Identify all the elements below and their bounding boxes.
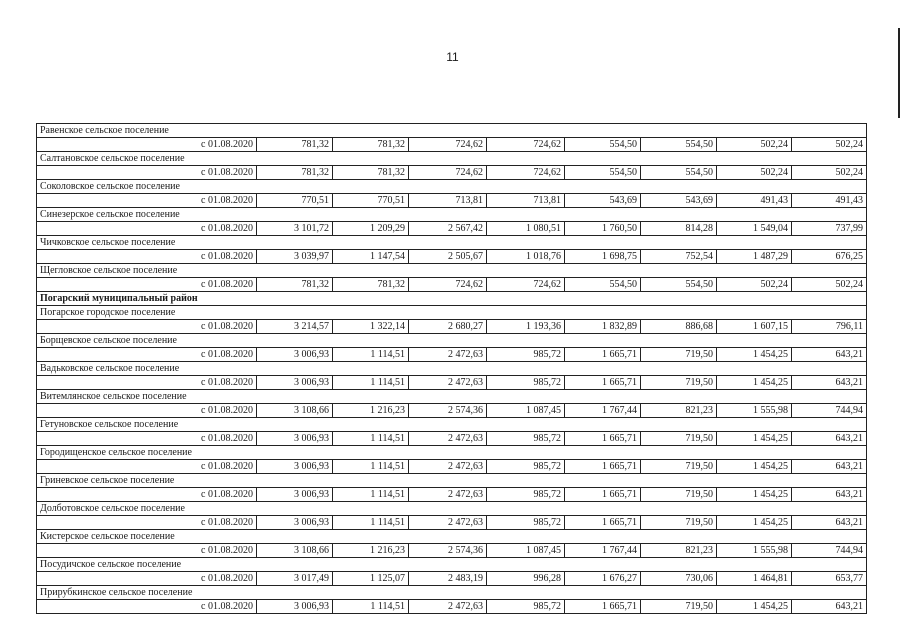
settlement-name: Борщевское сельское поселение	[37, 334, 867, 348]
tariff-value: 3 108,66	[257, 404, 333, 418]
effective-date: с 01.08.2020	[37, 404, 257, 418]
tariff-value: 1 549,04	[717, 222, 792, 236]
tariff-value: 3 039,97	[257, 250, 333, 264]
settlement-name: Городищенское сельское поселение	[37, 446, 867, 460]
tariff-value: 719,50	[641, 488, 717, 502]
tariff-value: 1 454,25	[717, 376, 792, 390]
effective-date: с 01.08.2020	[37, 250, 257, 264]
tariff-value: 502,24	[792, 138, 867, 152]
settlement-name: Гриневское сельское поселение	[37, 474, 867, 488]
tariff-row	[37, 222, 867, 236]
tariff-value: 713,81	[409, 194, 487, 208]
settlement-name-row	[37, 362, 867, 376]
tariff-value: 1 665,71	[565, 460, 641, 474]
tariff-value: 781,32	[257, 166, 333, 180]
tariff-value: 1 698,75	[565, 250, 641, 264]
tariff-value: 719,50	[641, 460, 717, 474]
tariff-value: 554,50	[565, 166, 641, 180]
tariff-row	[37, 460, 867, 474]
tariff-row	[37, 348, 867, 362]
effective-date: с 01.08.2020	[37, 432, 257, 446]
district-name-row	[37, 292, 867, 306]
settlement-name-row	[37, 152, 867, 166]
tariff-value: 1 832,89	[565, 320, 641, 334]
tariff-row	[37, 572, 867, 586]
settlement-name: Щегловское сельское поселение	[37, 264, 867, 278]
tariff-value: 1 114,51	[333, 516, 409, 530]
settlement-name: Погарское городское поселение	[37, 306, 867, 320]
tariff-value: 502,24	[792, 278, 867, 292]
tariff-value: 554,50	[565, 278, 641, 292]
tariff-value: 3 108,66	[257, 544, 333, 558]
tariff-value: 643,21	[792, 516, 867, 530]
tariff-row	[37, 488, 867, 502]
tariff-row	[37, 516, 867, 530]
tariff-value: 1 454,25	[717, 460, 792, 474]
tariff-value: 1 555,98	[717, 544, 792, 558]
tariff-value: 996,28	[487, 572, 565, 586]
settlement-name-row	[37, 446, 867, 460]
tariff-row	[37, 250, 867, 264]
margin-rule	[898, 28, 900, 118]
tariff-row	[37, 194, 867, 208]
tariff-value: 1 454,25	[717, 516, 792, 530]
district-name: Погарский муниципальный район	[37, 292, 867, 306]
tariff-value: 1 665,71	[565, 600, 641, 614]
tariff-value: 781,32	[333, 166, 409, 180]
settlement-name-row	[37, 586, 867, 600]
settlement-name-row	[37, 236, 867, 250]
settlement-name-row	[37, 418, 867, 432]
settlement-name: Чичковское сельское поселение	[37, 236, 867, 250]
tariff-value: 2 680,27	[409, 320, 487, 334]
tariff-value: 1 665,71	[565, 516, 641, 530]
tariff-row	[37, 376, 867, 390]
tariff-value: 1 665,71	[565, 432, 641, 446]
tariff-value: 554,50	[565, 138, 641, 152]
tariff-value: 821,23	[641, 404, 717, 418]
tariff-value: 1 322,14	[333, 320, 409, 334]
tariff-value: 2 472,63	[409, 348, 487, 362]
effective-date: с 01.08.2020	[37, 138, 257, 152]
tariff-value: 886,68	[641, 320, 717, 334]
tariff-value: 3 006,93	[257, 516, 333, 530]
tariff-row	[37, 404, 867, 418]
settlement-name-row	[37, 558, 867, 572]
tariff-value: 2 483,19	[409, 572, 487, 586]
tariff-value: 653,77	[792, 572, 867, 586]
tariff-value: 821,23	[641, 544, 717, 558]
tariff-value: 719,50	[641, 348, 717, 362]
tariff-value: 1 193,36	[487, 320, 565, 334]
tariff-value: 781,32	[333, 278, 409, 292]
tariff-value: 1 665,71	[565, 376, 641, 390]
settlement-name-row	[37, 180, 867, 194]
tariff-value: 1 114,51	[333, 600, 409, 614]
effective-date: с 01.08.2020	[37, 488, 257, 502]
tariff-value: 1 087,45	[487, 404, 565, 418]
effective-date: с 01.08.2020	[37, 544, 257, 558]
tariff-value: 643,21	[792, 348, 867, 362]
tariff-value: 724,62	[409, 278, 487, 292]
tariff-value: 985,72	[487, 460, 565, 474]
tariff-value: 2 574,36	[409, 544, 487, 558]
tariff-value: 1 464,81	[717, 572, 792, 586]
tariff-value: 724,62	[487, 138, 565, 152]
tariff-value: 724,62	[487, 166, 565, 180]
tariff-value: 737,99	[792, 222, 867, 236]
tariff-value: 643,21	[792, 376, 867, 390]
tariff-value: 2 472,63	[409, 600, 487, 614]
tariff-value: 985,72	[487, 348, 565, 362]
tariff-value: 643,21	[792, 460, 867, 474]
tariff-value: 491,43	[717, 194, 792, 208]
tariff-row	[37, 432, 867, 446]
tariff-value: 2 472,63	[409, 376, 487, 390]
effective-date: с 01.08.2020	[37, 460, 257, 474]
tariff-row	[37, 278, 867, 292]
tariff-value: 985,72	[487, 516, 565, 530]
tariff-value: 1 454,25	[717, 348, 792, 362]
tariff-value: 744,94	[792, 404, 867, 418]
tariff-value: 1 114,51	[333, 460, 409, 474]
tariff-value: 643,21	[792, 488, 867, 502]
tariff-table-body	[37, 124, 867, 614]
tariff-value: 1 454,25	[717, 600, 792, 614]
tariff-value: 554,50	[641, 278, 717, 292]
settlement-name: Долботовское сельское поселение	[37, 502, 867, 516]
tariff-value: 2 574,36	[409, 404, 487, 418]
tariff-value: 2 472,63	[409, 516, 487, 530]
tariff-value: 502,24	[717, 166, 792, 180]
tariff-value: 1 125,07	[333, 572, 409, 586]
settlement-name: Посудичское сельское поселение	[37, 558, 867, 572]
settlement-name: Витемлянское сельское поселение	[37, 390, 867, 404]
settlement-name-row	[37, 264, 867, 278]
tariff-value: 719,50	[641, 516, 717, 530]
tariff-value: 3 006,93	[257, 600, 333, 614]
effective-date: с 01.08.2020	[37, 320, 257, 334]
tariff-row	[37, 166, 867, 180]
tariff-value: 3 006,93	[257, 488, 333, 502]
tariff-row	[37, 138, 867, 152]
tariff-value: 3 006,93	[257, 460, 333, 474]
effective-date: с 01.08.2020	[37, 600, 257, 614]
settlement-name: Гетуновское сельское поселение	[37, 418, 867, 432]
tariff-value: 1 216,23	[333, 544, 409, 558]
tariff-value: 1 209,29	[333, 222, 409, 236]
tariff-value: 1 454,25	[717, 432, 792, 446]
tariff-value: 1 080,51	[487, 222, 565, 236]
settlement-name-row	[37, 306, 867, 320]
settlement-name: Кистерское сельское поселение	[37, 530, 867, 544]
tariff-value: 1 216,23	[333, 404, 409, 418]
tariff-value: 2 472,63	[409, 488, 487, 502]
tariff-value: 1 676,27	[565, 572, 641, 586]
tariff-row	[37, 544, 867, 558]
tariff-value: 502,24	[717, 278, 792, 292]
tariff-value: 3 006,93	[257, 348, 333, 362]
effective-date: с 01.08.2020	[37, 516, 257, 530]
tariff-value: 2 472,63	[409, 460, 487, 474]
tariff-value: 3 214,57	[257, 320, 333, 334]
tariff-value: 730,06	[641, 572, 717, 586]
tariff-value: 724,62	[409, 166, 487, 180]
tariff-value: 724,62	[409, 138, 487, 152]
tariff-value: 1 487,29	[717, 250, 792, 264]
settlement-name-row	[37, 208, 867, 222]
effective-date: с 01.08.2020	[37, 166, 257, 180]
tariff-value: 752,54	[641, 250, 717, 264]
settlement-name-row	[37, 530, 867, 544]
settlement-name-row	[37, 474, 867, 488]
effective-date: с 01.08.2020	[37, 572, 257, 586]
settlement-name: Прирубкинское сельское поселение	[37, 586, 867, 600]
tariff-value: 814,28	[641, 222, 717, 236]
effective-date: с 01.08.2020	[37, 194, 257, 208]
settlement-name-row	[37, 334, 867, 348]
tariff-value: 643,21	[792, 600, 867, 614]
tariff-value: 1 665,71	[565, 348, 641, 362]
effective-date: с 01.08.2020	[37, 222, 257, 236]
tariff-value: 643,21	[792, 432, 867, 446]
effective-date: с 01.08.2020	[37, 348, 257, 362]
tariff-row	[37, 320, 867, 334]
tariff-value: 744,94	[792, 544, 867, 558]
settlement-name: Соколовское сельское поселение	[37, 180, 867, 194]
tariff-value: 1 114,51	[333, 432, 409, 446]
tariff-value: 543,69	[641, 194, 717, 208]
tariff-value: 1 767,44	[565, 544, 641, 558]
settlement-name: Салтановское сельское поселение	[37, 152, 867, 166]
settlement-name: Равенское сельское поселение	[37, 124, 867, 138]
effective-date: с 01.08.2020	[37, 278, 257, 292]
tariff-value: 1 454,25	[717, 488, 792, 502]
tariff-value: 502,24	[717, 138, 792, 152]
tariff-value: 1 767,44	[565, 404, 641, 418]
tariff-value: 2 567,42	[409, 222, 487, 236]
tariff-value: 3 101,72	[257, 222, 333, 236]
tariff-row	[37, 600, 867, 614]
tariff-value: 543,69	[565, 194, 641, 208]
effective-date: с 01.08.2020	[37, 376, 257, 390]
tariff-value: 781,32	[257, 138, 333, 152]
tariff-value: 796,11	[792, 320, 867, 334]
page-number: 11	[446, 50, 459, 64]
tariff-value: 2 505,67	[409, 250, 487, 264]
tariff-value: 676,25	[792, 250, 867, 264]
tariff-value: 985,72	[487, 600, 565, 614]
tariff-value: 1 114,51	[333, 348, 409, 362]
tariff-value: 985,72	[487, 432, 565, 446]
tariff-value: 502,24	[792, 166, 867, 180]
settlement-name: Вадьковское сельское поселение	[37, 362, 867, 376]
tariff-value: 719,50	[641, 600, 717, 614]
tariff-value: 719,50	[641, 432, 717, 446]
tariff-value: 554,50	[641, 166, 717, 180]
tariff-value: 554,50	[641, 138, 717, 152]
tariff-value: 985,72	[487, 488, 565, 502]
tariff-table	[36, 123, 867, 614]
tariff-value: 3 017,49	[257, 572, 333, 586]
tariff-value: 1 018,76	[487, 250, 565, 264]
tariff-value: 1 114,51	[333, 488, 409, 502]
settlement-name-row	[37, 124, 867, 138]
tariff-value: 3 006,93	[257, 432, 333, 446]
tariff-value: 781,32	[333, 138, 409, 152]
settlement-name: Синезерское сельское поселение	[37, 208, 867, 222]
tariff-value: 770,51	[333, 194, 409, 208]
tariff-value: 985,72	[487, 376, 565, 390]
tariff-value: 770,51	[257, 194, 333, 208]
settlement-name-row	[37, 390, 867, 404]
tariff-value: 1 607,15	[717, 320, 792, 334]
tariff-value: 1 760,50	[565, 222, 641, 236]
settlement-name-row	[37, 502, 867, 516]
tariff-value: 1 665,71	[565, 488, 641, 502]
tariff-value: 3 006,93	[257, 376, 333, 390]
tariff-value: 713,81	[487, 194, 565, 208]
tariff-value: 491,43	[792, 194, 867, 208]
tariff-value: 2 472,63	[409, 432, 487, 446]
tariff-value: 1 087,45	[487, 544, 565, 558]
tariff-value: 1 555,98	[717, 404, 792, 418]
tariff-value: 781,32	[257, 278, 333, 292]
tariff-value: 719,50	[641, 376, 717, 390]
tariff-value: 1 114,51	[333, 376, 409, 390]
tariff-value: 1 147,54	[333, 250, 409, 264]
tariff-value: 724,62	[487, 278, 565, 292]
